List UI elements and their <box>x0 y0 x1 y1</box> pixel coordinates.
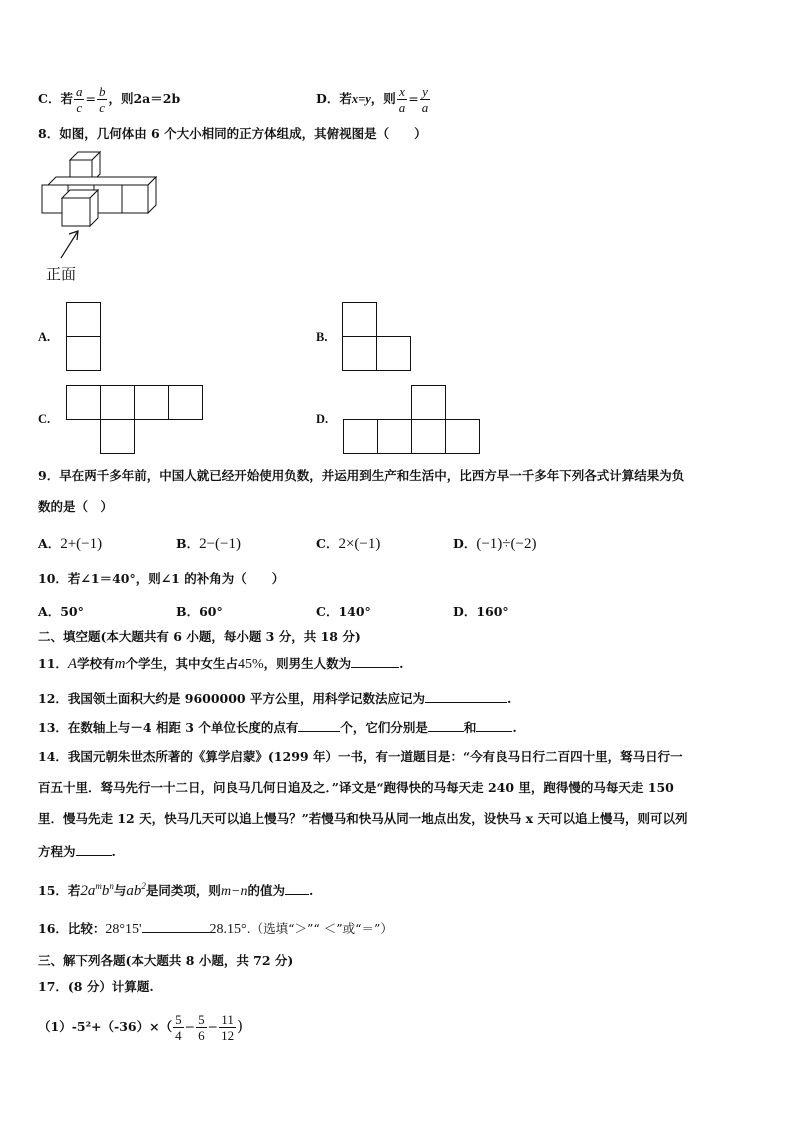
answer-blank[interactable] <box>76 843 112 856</box>
q8-solid-figure <box>40 150 160 230</box>
answer-blank[interactable] <box>428 719 464 732</box>
q15-question: 15．若$2a^mb^n$与$ab^2$是同类项，则m−n的值为 . <box>38 881 314 899</box>
fraction: $\frac{11}{12}$ <box>221 1012 235 1043</box>
q14-question-line2: 百五十里．驽马先行一十二日，问良马几何日追及之．”译文是“跑得快的马每天走 240 里，跑得慢的马每天走 150 <box>38 780 674 795</box>
q8-option-d-label[interactable]: D. <box>316 412 329 426</box>
q9-option-c[interactable]: C．2×(−1) <box>316 536 381 552</box>
fraction: $\frac{y}{a}$ <box>421 84 429 115</box>
answer-blank[interactable] <box>425 690 507 703</box>
q17-part1: （1）-5²+（-36）×（ $\frac{5}{4}$ − $\frac{5}{6}$ − $\frac{11}{12}$ ) <box>38 1012 243 1043</box>
q12-question: 12．我国领土面积大约是 9600000 平方公里，用科学记数法应记为 . <box>38 691 512 706</box>
front-view-label: 正面 <box>46 265 77 283</box>
fraction: $\frac{x}{a}$ <box>398 84 406 115</box>
q9-question-line1: 9．早在两千多年前，中国人就已经开始使用负数，并运用到生产和生活中，比西方早一千多年下列各式计算结果为负 <box>38 468 685 483</box>
section-2-heading: 二、填空题(本大题共有 6 小题，每小题 3 分，共 18 分) <box>38 629 361 644</box>
q10-option-c[interactable]: C．140° <box>316 604 371 619</box>
q9-option-b[interactable]: B．2−(−1) <box>176 536 241 552</box>
fraction: $\frac{b}{c}$ <box>98 84 106 115</box>
answer-blank[interactable] <box>298 719 340 732</box>
arrow-up-right-icon <box>58 228 82 260</box>
fraction: $\frac{5}{6}$ <box>198 1012 205 1043</box>
option-label: C．若 <box>38 91 73 106</box>
q10-option-a[interactable]: A．50° <box>38 604 84 619</box>
fraction: $\frac{5}{4}$ <box>175 1012 182 1043</box>
q8-option-b-label[interactable]: B. <box>316 330 328 344</box>
section-3-heading: 三、解下列各题(本大题共 8 小题，共 72 分) <box>38 953 294 968</box>
q13-question: 13．在数轴上与－4 相距 3 个单位长度的点有 个，它们分别是 和 . <box>38 720 517 735</box>
answer-blank[interactable] <box>476 719 512 732</box>
q14-question-line4: 方程为 . <box>38 844 116 859</box>
fraction: $\frac{a}{c}$ <box>75 84 83 115</box>
q9-option-d[interactable]: D．(−1)÷(−2) <box>453 536 537 552</box>
q9-question-line2: 数的是（ ） <box>38 499 114 514</box>
q8-option-c-label[interactable]: C. <box>38 412 51 426</box>
q10-question: 10．若∠1＝40°，则∠1 的补角为（ ） <box>38 571 285 586</box>
q10-option-b[interactable]: B．60° <box>176 604 223 619</box>
q8-option-a-label[interactable]: A. <box>38 330 51 344</box>
q17-title: 17．(8 分）计算题. <box>38 979 154 994</box>
answer-blank[interactable] <box>351 655 399 668</box>
q14-question-line3: 里．慢马先走 12 天，快马几天可以追上慢马？”若慢马和快马从同一地点出发，设快马 x 天可以追上慢马，则可以列 <box>38 811 688 826</box>
q16-question: 16．比较：28°15' 28.15°.（选填“＞”“ ＜”或“＝”） <box>38 921 393 937</box>
q7-option-c: C．若 $\frac{a}{c}$ = $\frac{b}{c}$ ，则2a＝2b <box>38 84 181 115</box>
q10-option-d[interactable]: D．160° <box>453 604 509 619</box>
answer-blank[interactable] <box>142 920 210 933</box>
q7-option-d: D．若x=y，则 $\frac{x}{a}$ = $\frac{y}{a}$ <box>316 84 429 115</box>
q8-question: 8．如图，几何体由 6 个大小相同的正方体组成，其俯视图是（ ） <box>38 126 427 141</box>
q11-question: 11．A学校有m个学生，其中女生占45%，则男生人数为 . <box>38 656 404 672</box>
answer-blank[interactable] <box>285 882 309 895</box>
q9-option-a[interactable]: A．2+(−1) <box>38 536 103 552</box>
q14-question-line1: 14．我国元朝朱世杰所著的《算学启蒙》(1299 年）一书，有一道题目是：“今有良马日行二百四十里，驽马日行一 <box>38 749 683 764</box>
